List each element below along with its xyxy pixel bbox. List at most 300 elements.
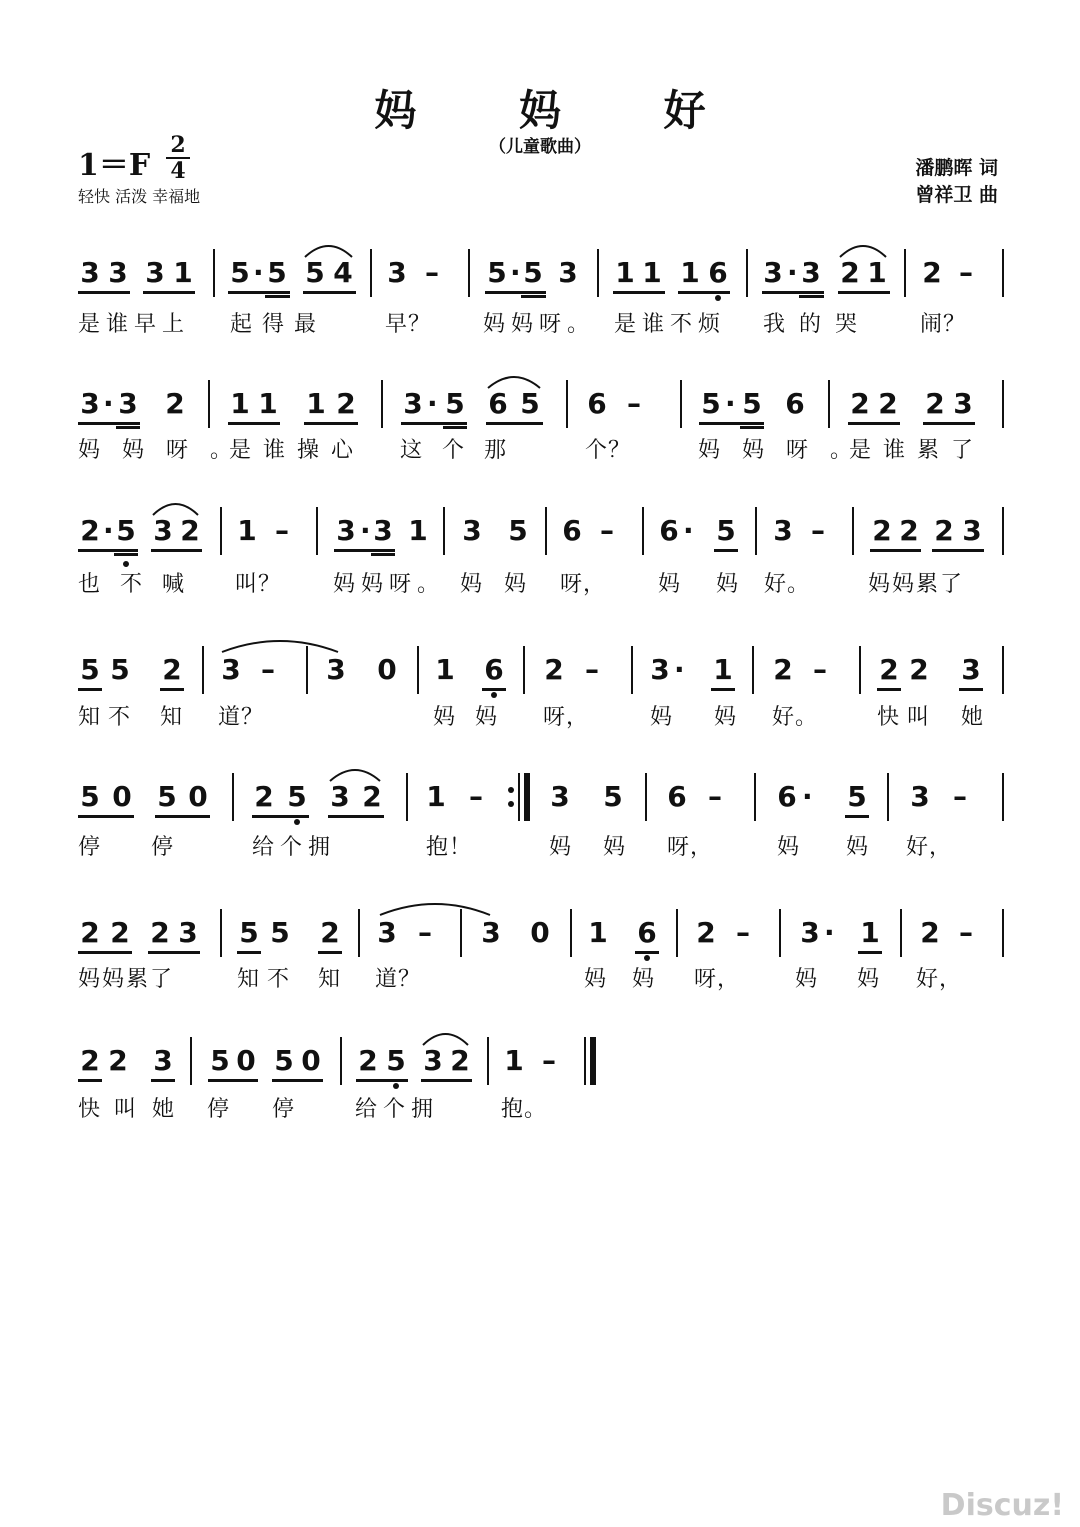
barline bbox=[202, 646, 204, 694]
lyric: 这个那 bbox=[400, 438, 527, 463]
note: 1 bbox=[237, 514, 257, 547]
barline bbox=[828, 380, 830, 428]
beam-underline bbox=[699, 422, 764, 425]
lyric: 是谁累了 bbox=[849, 438, 986, 463]
page-title: 妈 妈 好 bbox=[374, 86, 750, 135]
note: 3 bbox=[801, 256, 821, 289]
beam-underline bbox=[870, 549, 921, 552]
beam-underline bbox=[334, 549, 395, 552]
barline bbox=[1002, 909, 1004, 957]
note: 6 bbox=[484, 653, 504, 686]
lyric: 好， bbox=[916, 967, 963, 992]
note: 3 bbox=[962, 514, 982, 547]
note: 6 bbox=[562, 514, 582, 547]
barline bbox=[443, 507, 445, 555]
note: 3 bbox=[108, 256, 128, 289]
beam-underline bbox=[858, 951, 882, 954]
beam-underline bbox=[78, 422, 140, 425]
thick-barline bbox=[590, 1037, 596, 1085]
lyric: 妈妈呀。 bbox=[483, 312, 596, 337]
note: 5 bbox=[701, 387, 721, 420]
lyric: 妈 bbox=[846, 835, 870, 860]
dash-note: – bbox=[600, 514, 614, 547]
beam-underline bbox=[116, 426, 140, 429]
tie-slur bbox=[305, 243, 352, 259]
note: 1 bbox=[615, 256, 635, 289]
lyric: 好， bbox=[906, 835, 953, 860]
tie-slur bbox=[380, 901, 490, 917]
note: 2 bbox=[150, 916, 170, 949]
lyric: 是谁不烦 bbox=[614, 312, 727, 337]
barline bbox=[518, 773, 520, 821]
beam-underline bbox=[208, 1079, 258, 1082]
dash-note: – bbox=[959, 916, 973, 949]
beam-underline bbox=[237, 951, 261, 954]
note: 3 bbox=[403, 387, 423, 420]
note: 3 bbox=[423, 1044, 443, 1077]
dash-note: – bbox=[813, 653, 827, 686]
barline bbox=[754, 773, 756, 821]
note: 6 bbox=[667, 780, 687, 813]
note: 3 bbox=[558, 256, 578, 289]
note: 2 bbox=[180, 514, 200, 547]
note: 0 bbox=[236, 1044, 256, 1077]
beam-underline bbox=[304, 422, 358, 425]
beam-underline bbox=[78, 291, 130, 294]
lyric: 她 bbox=[152, 1097, 176, 1122]
barline bbox=[597, 249, 599, 297]
lyric: 知 bbox=[318, 967, 342, 992]
note: 2 bbox=[850, 387, 870, 420]
beam-underline bbox=[78, 688, 102, 691]
tie-slur bbox=[330, 767, 380, 783]
note: 0 bbox=[188, 780, 208, 813]
beam-underline bbox=[318, 951, 342, 954]
lyric: 妈 bbox=[795, 967, 819, 992]
key-signature: 1＝F bbox=[78, 148, 151, 183]
beam-underline bbox=[714, 549, 738, 552]
tie-slur bbox=[153, 501, 198, 517]
beam-underline bbox=[78, 1079, 102, 1082]
note: 1 bbox=[258, 387, 278, 420]
lyric: 我的哭 bbox=[763, 312, 872, 337]
repeat-dot bbox=[508, 801, 514, 807]
tie-slur bbox=[840, 243, 886, 259]
lyric: 妈 bbox=[857, 967, 881, 992]
lyric: 她 bbox=[961, 705, 985, 730]
lyric: 呀， bbox=[667, 835, 714, 860]
note: 2 bbox=[544, 653, 564, 686]
barline bbox=[208, 380, 210, 428]
lyric: 妈妈 bbox=[584, 967, 681, 992]
barline bbox=[306, 646, 308, 694]
augmentation-dot: · bbox=[683, 514, 694, 547]
beam-underline bbox=[114, 553, 138, 556]
note: 5 bbox=[508, 514, 528, 547]
lyric: 妈妈累了 bbox=[868, 572, 965, 597]
beam-underline bbox=[228, 422, 280, 425]
dash-note: – bbox=[811, 514, 825, 547]
note: 2 bbox=[934, 514, 954, 547]
beam-underline bbox=[143, 291, 195, 294]
tie-slur bbox=[222, 638, 338, 654]
barline bbox=[190, 1037, 192, 1085]
note: 5 bbox=[274, 1044, 294, 1077]
lyric: 停 bbox=[78, 835, 102, 860]
beam-underline bbox=[521, 295, 546, 298]
lyric: 停 bbox=[272, 1097, 296, 1122]
lyric: 是谁操心 bbox=[229, 438, 366, 463]
barline bbox=[468, 249, 470, 297]
note: 1 bbox=[435, 653, 455, 686]
note: 3 bbox=[178, 916, 198, 949]
note: 3 bbox=[387, 256, 407, 289]
note: 2 bbox=[108, 1044, 128, 1077]
beam-underline bbox=[155, 815, 210, 818]
note: 4 bbox=[333, 256, 353, 289]
note: 1 bbox=[408, 514, 428, 547]
beam-underline bbox=[78, 549, 138, 552]
beam-underline bbox=[486, 422, 543, 425]
note: 3 bbox=[326, 653, 346, 686]
note: 1 bbox=[306, 387, 326, 420]
note: 5 bbox=[716, 514, 736, 547]
tie-slur bbox=[423, 1031, 468, 1047]
note: 6 bbox=[637, 916, 657, 949]
note: 2 bbox=[909, 653, 929, 686]
barline bbox=[1002, 646, 1004, 694]
barline bbox=[584, 1037, 586, 1085]
note: 6 bbox=[659, 514, 679, 547]
note: 0 bbox=[112, 780, 132, 813]
lyric: 妈 bbox=[650, 705, 674, 730]
note: 2 bbox=[922, 256, 942, 289]
tie-slur bbox=[488, 374, 540, 390]
lyric: 妈 bbox=[777, 835, 801, 860]
lyric: 给个拥 bbox=[252, 835, 337, 860]
beam-underline bbox=[443, 426, 467, 429]
barline bbox=[213, 249, 215, 297]
beam-underline bbox=[78, 951, 132, 954]
barline bbox=[631, 646, 633, 694]
note: 5 bbox=[386, 1044, 406, 1077]
barline bbox=[676, 909, 678, 957]
note: 3 bbox=[80, 387, 100, 420]
beam-underline bbox=[356, 1079, 408, 1082]
barline bbox=[417, 646, 419, 694]
lyric: 妈妈 bbox=[433, 705, 518, 730]
note: 2 bbox=[358, 1044, 378, 1077]
note: 2 bbox=[773, 653, 793, 686]
beam-underline bbox=[151, 549, 202, 552]
note: 5 bbox=[603, 780, 623, 813]
note: 2 bbox=[80, 514, 100, 547]
barline bbox=[1002, 773, 1004, 821]
subtitle: （儿童歌曲） bbox=[489, 137, 591, 157]
beam-underline bbox=[848, 422, 900, 425]
beam-underline bbox=[482, 688, 506, 691]
note: 5 bbox=[270, 916, 290, 949]
note: 3 bbox=[377, 916, 397, 949]
note: 1 bbox=[426, 780, 446, 813]
note: 3 bbox=[221, 653, 241, 686]
note: 1 bbox=[588, 916, 608, 949]
note: 5 bbox=[520, 387, 540, 420]
lyric: 妈 bbox=[658, 572, 682, 597]
lyric: 抱！ bbox=[426, 835, 473, 860]
dash-note: – bbox=[627, 387, 641, 420]
lyric: 妈妈累了 bbox=[78, 967, 175, 992]
beam-underline bbox=[485, 291, 546, 294]
note: 6 bbox=[488, 387, 508, 420]
low-octave-dot bbox=[491, 692, 497, 698]
beam-underline bbox=[762, 291, 824, 294]
watermark: Discuz! bbox=[940, 1488, 1064, 1523]
note: 3 bbox=[650, 653, 670, 686]
barline bbox=[340, 1037, 342, 1085]
lyric: 妈妈呀。 bbox=[698, 438, 875, 463]
barline bbox=[545, 507, 547, 555]
note: 5 bbox=[157, 780, 177, 813]
note: 1 bbox=[867, 256, 887, 289]
beam-underline bbox=[635, 951, 659, 954]
lyric: 道？ bbox=[218, 705, 265, 730]
augmentation-dot: · bbox=[427, 387, 438, 420]
note: 0 bbox=[530, 916, 550, 949]
augmentation-dot: · bbox=[103, 514, 114, 547]
beam-underline bbox=[78, 815, 134, 818]
lyric: 呀， bbox=[543, 705, 590, 730]
beam-underline bbox=[272, 1079, 323, 1082]
barline bbox=[232, 773, 234, 821]
note: 0 bbox=[377, 653, 397, 686]
beam-underline bbox=[371, 553, 395, 556]
note: 5 bbox=[210, 1044, 230, 1077]
barline bbox=[904, 249, 906, 297]
lyric: 知不 bbox=[78, 705, 139, 730]
dash-note: – bbox=[585, 653, 599, 686]
note: 2 bbox=[840, 256, 860, 289]
beam-underline bbox=[228, 291, 290, 294]
note: 5 bbox=[267, 256, 287, 289]
barline bbox=[887, 773, 889, 821]
dash-note: – bbox=[736, 916, 750, 949]
thick-barline bbox=[524, 773, 530, 821]
note: 2 bbox=[899, 514, 919, 547]
lyric: 叫？ bbox=[235, 572, 282, 597]
beam-underline bbox=[151, 1079, 175, 1082]
lyric: 也不喊 bbox=[78, 572, 205, 597]
lyric: 抱。 bbox=[501, 1097, 548, 1122]
lyric: 快叫 bbox=[78, 1097, 151, 1122]
note: 3 bbox=[462, 514, 482, 547]
barline bbox=[566, 380, 568, 428]
dash-note: – bbox=[261, 653, 275, 686]
note: 3 bbox=[763, 256, 783, 289]
beam-underline bbox=[959, 688, 983, 691]
note: 5 bbox=[847, 780, 867, 813]
barline bbox=[755, 507, 757, 555]
note: 5 bbox=[230, 256, 250, 289]
note: 2 bbox=[696, 916, 716, 949]
note: 3 bbox=[481, 916, 501, 949]
note: 2 bbox=[110, 916, 130, 949]
note: 6 bbox=[777, 780, 797, 813]
note: 0 bbox=[301, 1044, 321, 1077]
note: 5 bbox=[742, 387, 762, 420]
lyric: 道？ bbox=[375, 967, 422, 992]
lyric: 呀， bbox=[694, 967, 741, 992]
note: 1 bbox=[504, 1044, 524, 1077]
note: 2 bbox=[450, 1044, 470, 1077]
augmentation-dot: · bbox=[824, 916, 835, 949]
low-octave-dot bbox=[393, 1083, 399, 1089]
barline bbox=[1002, 507, 1004, 555]
note: 6 bbox=[708, 256, 728, 289]
beam-underline bbox=[401, 422, 467, 425]
dash-note: – bbox=[953, 780, 967, 813]
barline bbox=[1002, 380, 1004, 428]
barline bbox=[523, 646, 525, 694]
note: 3 bbox=[153, 514, 173, 547]
note: 3 bbox=[330, 780, 350, 813]
dash-note: – bbox=[418, 916, 432, 949]
lyric: 起得最 bbox=[230, 312, 327, 337]
note: 2 bbox=[336, 387, 356, 420]
note: 1 bbox=[642, 256, 662, 289]
barline bbox=[370, 249, 372, 297]
augmentation-dot: · bbox=[674, 653, 685, 686]
note: 3 bbox=[153, 1044, 173, 1077]
note: 3 bbox=[373, 514, 393, 547]
barline bbox=[746, 249, 748, 297]
barline bbox=[752, 646, 754, 694]
beam-underline bbox=[845, 815, 869, 818]
barline bbox=[406, 773, 408, 821]
note: 2 bbox=[80, 1044, 100, 1077]
beam-underline bbox=[160, 688, 184, 691]
augmentation-dot: · bbox=[253, 256, 264, 289]
lyric: 知不 bbox=[237, 967, 298, 992]
note: 1 bbox=[230, 387, 250, 420]
augmentation-dot: · bbox=[103, 387, 114, 420]
note: 2 bbox=[879, 653, 899, 686]
note: 2 bbox=[878, 387, 898, 420]
dash-note: – bbox=[469, 780, 483, 813]
barline bbox=[779, 909, 781, 957]
lyric: 停 bbox=[207, 1097, 231, 1122]
note: 2 bbox=[165, 387, 185, 420]
beam-underline bbox=[923, 422, 975, 425]
barline bbox=[487, 1037, 489, 1085]
time-signature-bottom: 4 bbox=[170, 158, 186, 184]
note: 5 bbox=[110, 653, 130, 686]
tempo-marking: 轻快 活泼 幸福地 bbox=[78, 187, 201, 206]
note: 2 bbox=[920, 916, 940, 949]
low-octave-dot bbox=[294, 819, 300, 825]
beam-underline bbox=[799, 295, 824, 298]
barline bbox=[220, 909, 222, 957]
note: 3 bbox=[800, 916, 820, 949]
dash-note: – bbox=[708, 780, 722, 813]
dash-note: – bbox=[959, 256, 973, 289]
lyric: 妈 bbox=[714, 705, 738, 730]
note: 3 bbox=[80, 256, 100, 289]
augmentation-dot: · bbox=[510, 256, 521, 289]
low-octave-dot bbox=[123, 561, 129, 567]
low-octave-dot bbox=[715, 295, 721, 301]
note: 2 bbox=[320, 916, 340, 949]
beam-underline bbox=[838, 291, 890, 294]
beam-underline bbox=[711, 688, 735, 691]
lyric: 早？ bbox=[385, 312, 432, 337]
note: 5 bbox=[116, 514, 136, 547]
lyric: 停 bbox=[151, 835, 175, 860]
lyric: 好。 bbox=[764, 572, 811, 597]
barline bbox=[570, 909, 572, 957]
barline bbox=[381, 380, 383, 428]
lyricist-credit: 潘鹏晖 词 bbox=[915, 157, 998, 179]
augmentation-dot: · bbox=[360, 514, 371, 547]
lyric: 闹？ bbox=[920, 312, 967, 337]
note: 5 bbox=[239, 916, 259, 949]
note: 3 bbox=[773, 514, 793, 547]
beam-underline bbox=[265, 295, 290, 298]
barline bbox=[680, 380, 682, 428]
note: 5 bbox=[287, 780, 307, 813]
beam-underline bbox=[252, 815, 309, 818]
augmentation-dot: · bbox=[802, 780, 813, 813]
barline bbox=[852, 507, 854, 555]
note: 1 bbox=[713, 653, 733, 686]
note: 3 bbox=[961, 653, 981, 686]
time-signature-top: 2 bbox=[170, 132, 186, 158]
lyric: 给个拥 bbox=[355, 1097, 440, 1122]
dash-note: – bbox=[275, 514, 289, 547]
lyric: 妈妈呀。 bbox=[333, 572, 446, 597]
lyric: 快叫 bbox=[877, 705, 938, 730]
lyric: 好。 bbox=[772, 705, 819, 730]
dash-note: – bbox=[542, 1044, 556, 1077]
barline bbox=[859, 646, 861, 694]
beam-underline bbox=[328, 815, 384, 818]
note: 2 bbox=[925, 387, 945, 420]
lyric: 个？ bbox=[585, 438, 632, 463]
note: 3 bbox=[118, 387, 138, 420]
note: 3 bbox=[336, 514, 356, 547]
barline bbox=[645, 773, 647, 821]
note: 3 bbox=[910, 780, 930, 813]
note: 2 bbox=[80, 916, 100, 949]
note: 1 bbox=[680, 256, 700, 289]
beam-underline bbox=[421, 1079, 472, 1082]
note: 5 bbox=[80, 780, 100, 813]
barline bbox=[358, 909, 360, 957]
dash-note: – bbox=[425, 256, 439, 289]
note: 3 bbox=[145, 256, 165, 289]
note: 6 bbox=[587, 387, 607, 420]
lyric: 是谁早上 bbox=[78, 312, 191, 337]
beam-underline bbox=[148, 951, 200, 954]
beam-underline bbox=[678, 291, 730, 294]
barline bbox=[460, 909, 462, 957]
note: 3 bbox=[550, 780, 570, 813]
beam-underline bbox=[303, 291, 356, 294]
lyric: 妈妈 bbox=[549, 835, 658, 860]
note: 2 bbox=[162, 653, 182, 686]
lyric: 妈 bbox=[716, 572, 740, 597]
note: 3 bbox=[953, 387, 973, 420]
